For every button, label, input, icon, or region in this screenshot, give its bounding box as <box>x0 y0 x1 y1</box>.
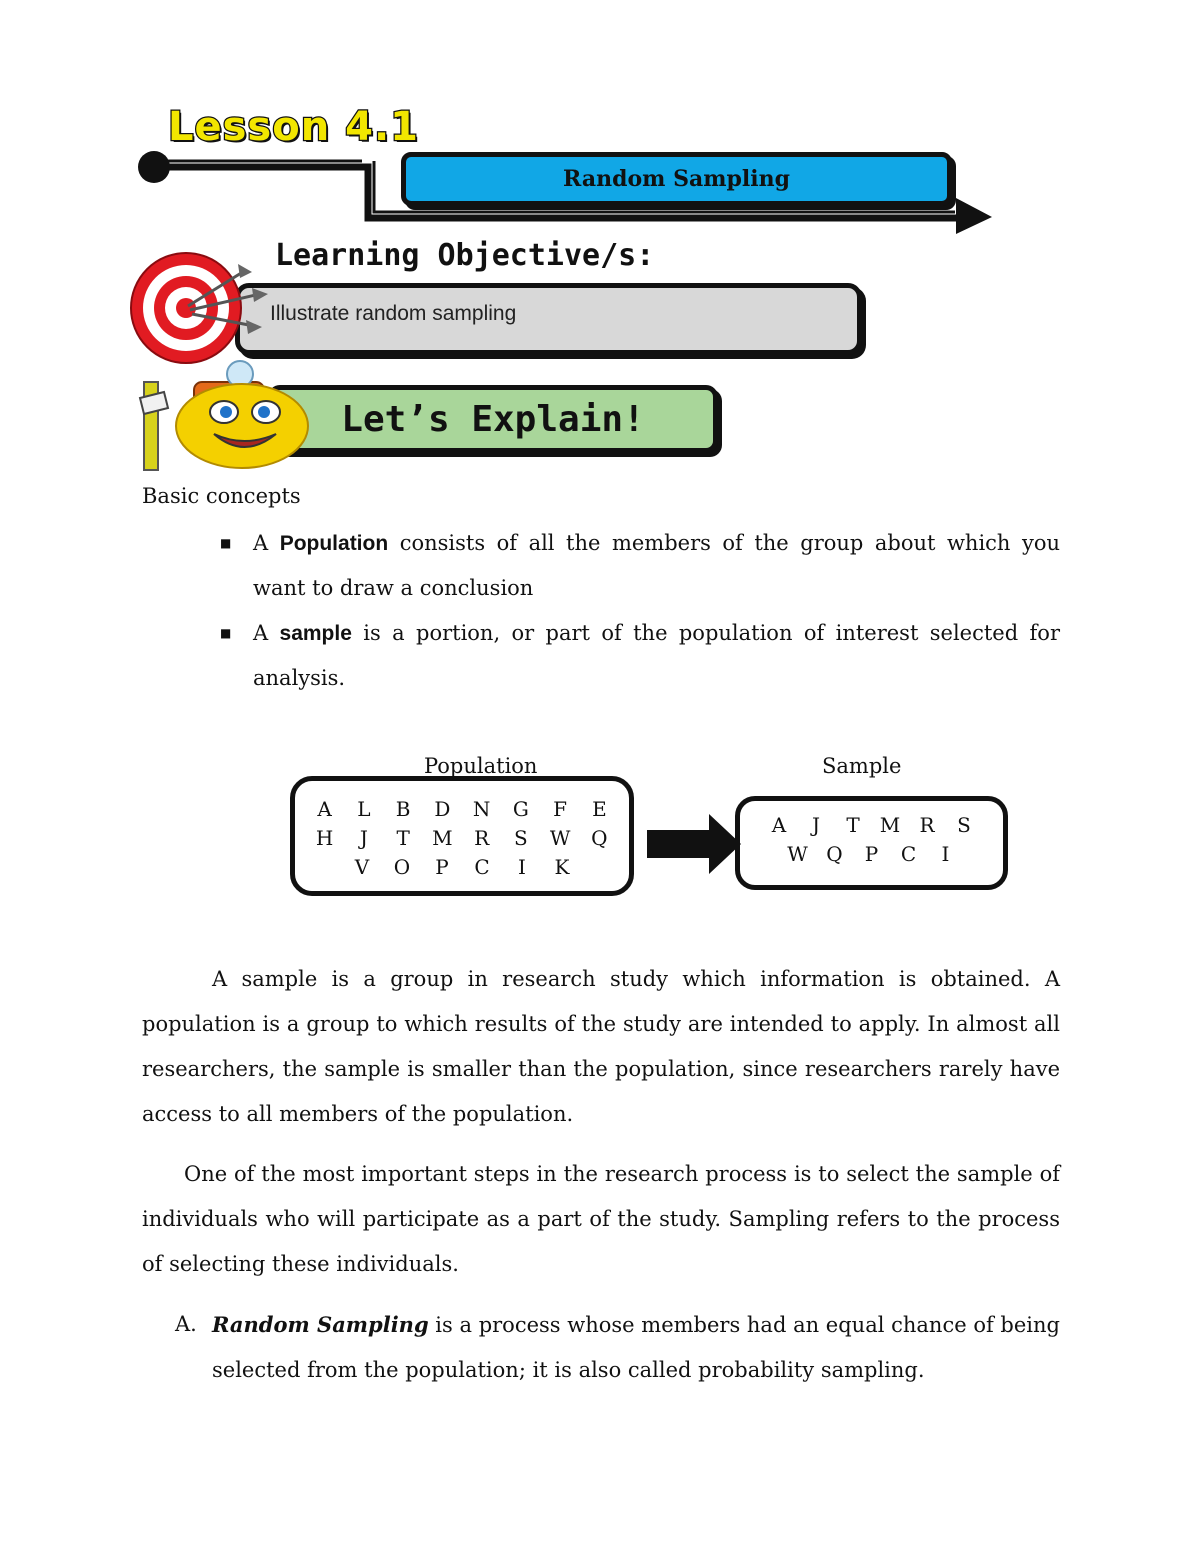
population-letters <box>305 795 619 882</box>
sample-letters <box>750 811 993 869</box>
letter: G <box>512 797 529 821</box>
letter: I <box>941 842 950 866</box>
bullet-prefix: A <box>253 621 280 645</box>
letter: N <box>472 797 491 821</box>
letter: P <box>435 855 449 879</box>
sample-label: Sample <box>822 754 902 778</box>
letter: V <box>354 855 370 879</box>
explain-banner <box>268 385 718 453</box>
topic-title: Random Sampling <box>563 166 790 192</box>
letter: A <box>771 813 787 837</box>
letter: Q <box>591 826 608 850</box>
letter: J <box>359 826 368 850</box>
bullet-text: is a portion, or part of the population of interest selected for analysis. <box>253 621 1060 690</box>
list-letter: A. <box>175 1312 197 1336</box>
letter: C <box>900 842 917 866</box>
objective-item: Illustrate random sampling <box>270 302 517 325</box>
list-item-content <box>212 1302 1060 1393</box>
letter: S <box>514 826 528 850</box>
bullet-text: consists of all the members of the group about which you want to draw a conclusion <box>253 531 1061 600</box>
basic-concepts-heading: Basic concepts <box>142 484 301 508</box>
letter: I <box>518 855 526 879</box>
sample-row <box>750 840 993 869</box>
population-row <box>305 824 619 853</box>
list-item <box>215 611 1060 701</box>
bullet-square-icon: ■ <box>220 626 232 640</box>
topic-banner <box>401 152 952 206</box>
population-label: Population <box>424 754 538 778</box>
list-item <box>215 521 1060 611</box>
list-item-text: is a process whose members had an equal chance of being selected from the population; it is also called probability sampling. <box>212 1313 1060 1382</box>
letter: J <box>811 813 821 837</box>
paragraph-sampling-process: One of the most important steps in the research process is to select the sample of individuals who will participate as a part of the study. Sampling refers to the process of selecting these individuals. <box>142 1162 1060 1276</box>
letter: Q <box>826 842 843 866</box>
letter: E <box>592 797 607 821</box>
letter: T <box>396 826 410 850</box>
letter: M <box>879 813 901 837</box>
list-item-random-sampling <box>175 1302 1060 1393</box>
concept-list <box>215 521 1060 701</box>
smiley-mascot-icon <box>134 352 314 472</box>
letter: D <box>434 797 451 821</box>
letter: W <box>787 842 808 866</box>
letter: B <box>395 797 411 821</box>
population-row <box>305 795 619 824</box>
term-population: Population <box>279 532 389 555</box>
letter: L <box>357 797 371 821</box>
term-sample: sample <box>279 622 352 645</box>
letter: O <box>393 855 411 879</box>
term-random-sampling: Random Sampling <box>212 1312 429 1337</box>
letter: T <box>846 813 860 837</box>
letter: S <box>957 813 971 837</box>
letter: A <box>317 797 332 821</box>
letter: C <box>474 855 490 879</box>
sample-row <box>750 811 993 840</box>
letter: K <box>554 855 570 879</box>
letter: W <box>549 826 571 850</box>
letter: H <box>315 826 334 850</box>
population-row <box>305 853 619 882</box>
letter: P <box>864 842 879 866</box>
explain-title: Let’s Explain! <box>341 398 645 440</box>
bullet-prefix: A <box>253 531 280 555</box>
bullet-square-icon: ■ <box>220 536 232 550</box>
letter: R <box>474 826 490 850</box>
letter: F <box>553 797 568 821</box>
letter: M <box>432 826 453 850</box>
paragraph-sample-definition: A sample is a group in research study which information is obtained. A population is a group to which results of the study are intended to apply. In almost all researchers, the sample is smaller than the population, since researchers rarely have access to all members of the population. <box>142 967 1060 1126</box>
right-arrow-icon <box>645 812 745 876</box>
lesson-title: Lesson 4.1 <box>168 104 419 150</box>
objectives-heading: Learning Objective/s: <box>275 238 655 273</box>
letter: R <box>919 813 935 837</box>
